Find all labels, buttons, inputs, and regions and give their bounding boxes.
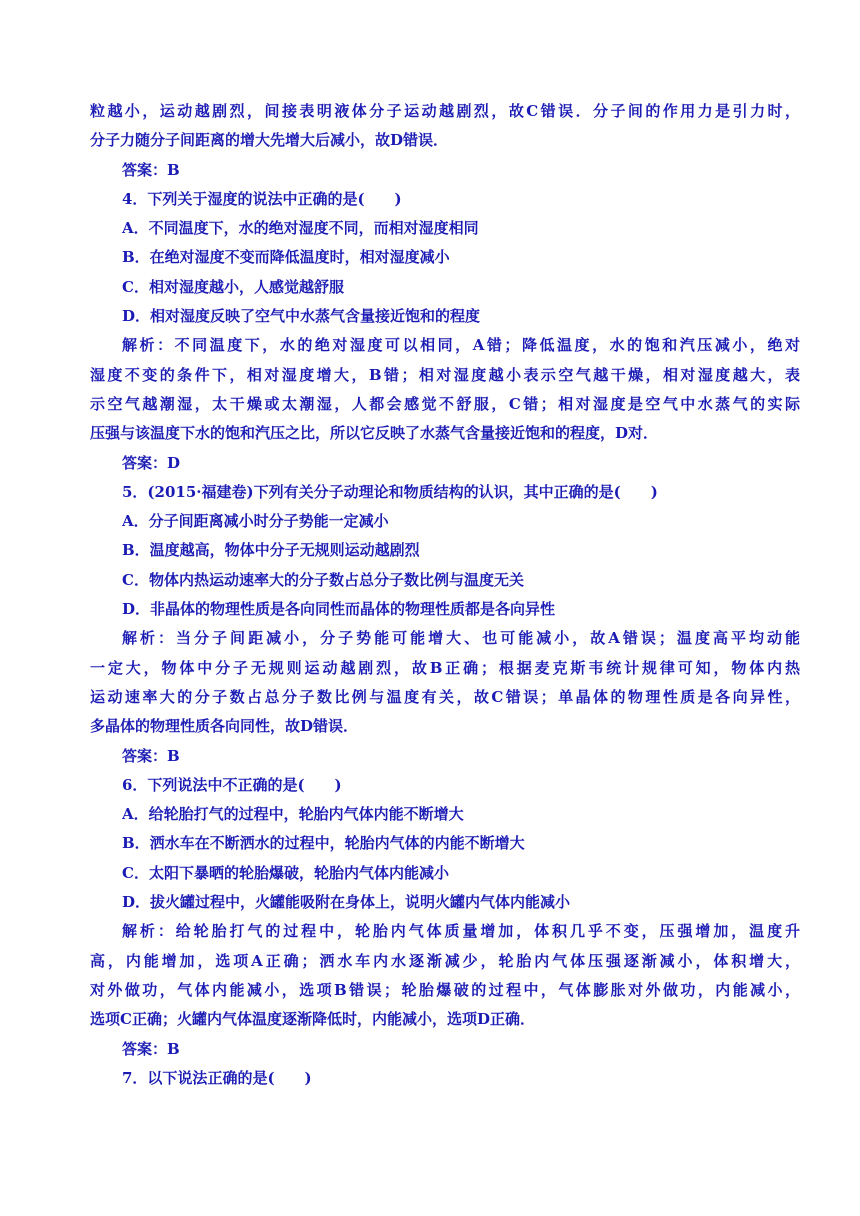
answer-line: 答案：D (122, 453, 181, 472)
option-b: B．洒水车在不断洒水的过程中，轮胎内气体的内能不断增大 (122, 834, 525, 853)
option-d: D．相对湿度反映了空气中水蒸气含量接近饱和的程度 (122, 307, 481, 326)
option-c: C．相对湿度越小，人感觉越舒服 (122, 277, 344, 296)
analysis-line: 高，内能增加，选项A正确；洒水车内水逐渐减少，轮胎内气体压强逐渐减小，体积增大， (90, 951, 800, 970)
analysis-line: 解析：当分子间距减小，分子势能可能增大、也可能减小，故A错误；温度高平均动能 (122, 629, 800, 648)
option-c: C．太阳下暴晒的轮胎爆破，轮胎内气体内能减小 (122, 863, 449, 882)
option-b: B．在绝对湿度不变而降低温度时，相对湿度减小 (122, 248, 450, 267)
answer-line: 答案：B (122, 746, 180, 765)
text-line: 粒越小，运动越剧烈，间接表明液体分子运动越剧烈，故C错误．分子间的作用力是引力时， (90, 102, 800, 120)
question-stem: 6．下列说法中不正确的是( ) (122, 775, 342, 794)
analysis-line: 选项C正确；火罐内气体温度逐渐降低时，内能减小，选项D正确． (90, 1010, 535, 1029)
option-b: B．温度越高，物体中分子无规则运动越剧烈 (122, 541, 420, 560)
analysis-line: 压强与该温度下水的饱和汽压之比，所以它反映了水蒸气含量接近饱和的程度，D对． (90, 424, 659, 443)
answer-line: 答案：B (122, 160, 180, 179)
analysis-line: 一定大，物体中分子无规则运动越剧烈，故B正确；根据麦克斯韦统计规律可知，物体内热 (90, 658, 800, 677)
analysis-line: 解析：不同温度下，水的绝对湿度可以相同，A错；降低温度，水的饱和汽压减小，绝对 (122, 336, 800, 355)
answer-line: 答案：B (122, 1039, 180, 1058)
option-d: D．拔火罐过程中，火罐能吸附在身体上，说明火罐内气体内能减小 (122, 893, 571, 912)
question-stem: 4．下列关于湿度的说法中正确的是( ) (122, 189, 402, 208)
analysis-line: 解析：给轮胎打气的过程中，轮胎内气体质量增加，体积几乎不变，压强增加，温度升 (122, 922, 800, 941)
question-stem: 5．(2015·福建卷)下列有关分子动理论和物质结构的认识，其中正确的是( ) (122, 482, 658, 501)
option-d: D．非晶体的物理性质是各向同性而晶体的物理性质都是各向异性 (122, 600, 556, 619)
analysis-line: 运动速率大的分子数占总分子数比例与温度有关，故C错误；单晶体的物理性质是各向异性， (90, 687, 800, 706)
option-a: A．给轮胎打气的过程中，轮胎内气体内能不断增大 (122, 805, 464, 824)
option-c: C．物体内热运动速率大的分子数占总分子数比例与温度无关 (122, 570, 524, 589)
question-stem: 7．以下说法正确的是( ) (122, 1068, 312, 1087)
analysis-line: 多晶体的物理性质各向同性，故D错误． (90, 717, 359, 736)
option-a: A．不同温度下，水的绝对湿度不同，而相对湿度相同 (122, 219, 479, 238)
analysis-line: 湿度不变的条件下，相对湿度增大，B错；相对湿度越小表示空气越干燥，相对湿度越大，表 (90, 365, 800, 384)
option-a: A．分子间距离减小时分子势能一定减小 (122, 512, 389, 531)
analysis-line: 示空气越潮湿，太干燥或太潮湿，人都会感觉不舒服，C错；相对湿度是空气中水蒸气的实际 (90, 394, 800, 413)
analysis-line: 对外做功，气体内能减小，选项B错误；轮胎爆破的过程中，气体膨胀对外做功，内能减小， (90, 980, 800, 999)
text-line: 分子力随分子间距离的增大先增大后减小，故D错误． (90, 131, 449, 150)
